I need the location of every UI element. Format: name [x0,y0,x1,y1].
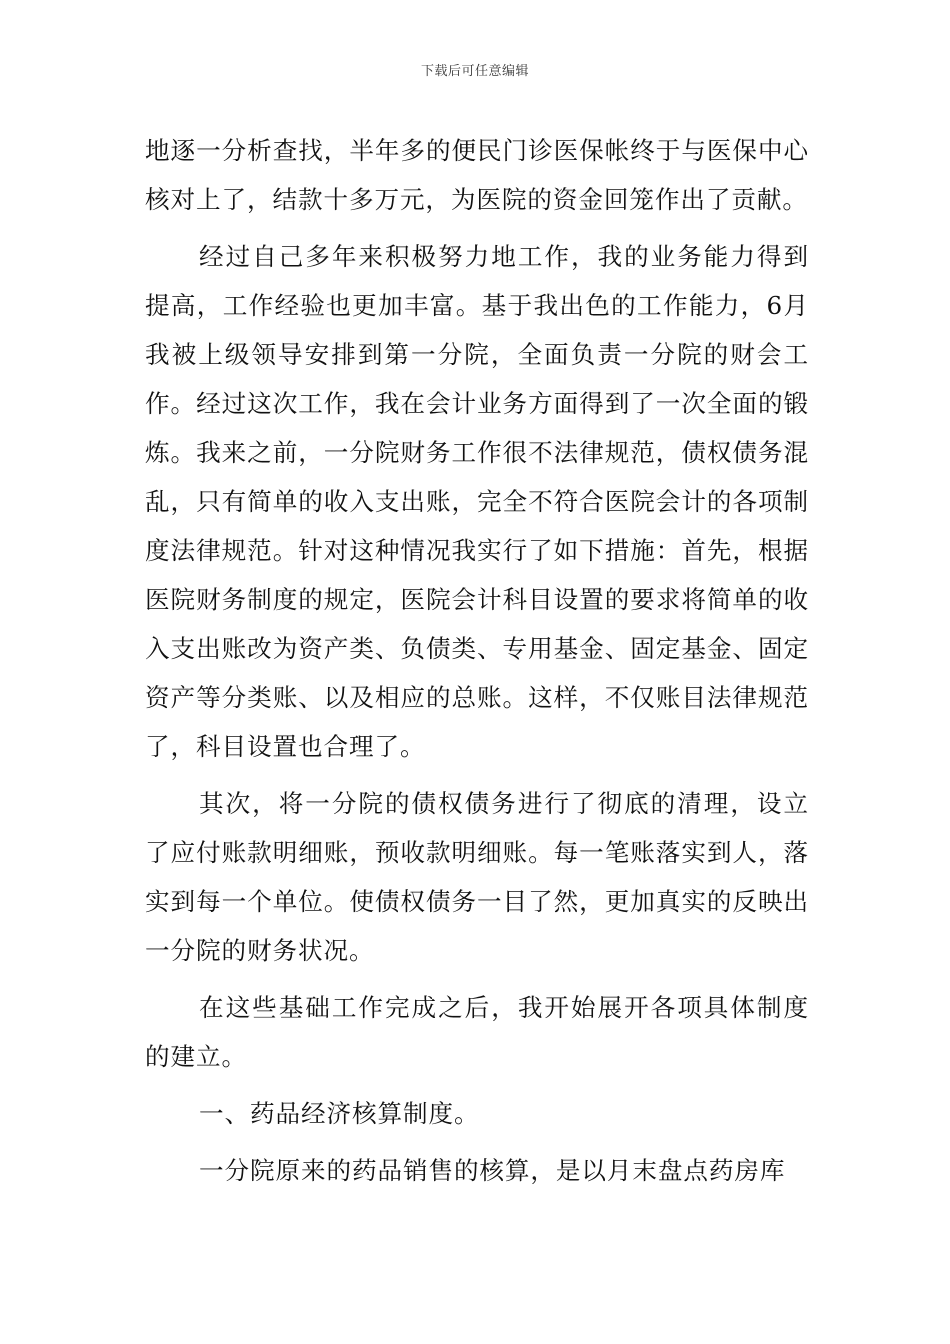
paragraph-system-building: 在这些基础工作完成之后，我开始展开各项具体制度的建立。 [145,993,809,1071]
paragraph-work-experience: 经过自己多年来积极努力地工作，我的业务能力得到提高，工作经验也更加丰富。基于我出色的工作能力，6月我被上级领导安排到第一分院，全面负责一分院的财会工作。经过这次工作，我在会计业务方面得到了一次全面的锻炼。我来之前，一分院财务工作很不法律规范，债权债务混乱，只有简单的收入支出账，完全不符合医院会计的各项制度法律规范。针对这种情况我实行了如下措施：首先，根据医院财务制度的规定，医院会计科目设置的要求将简单的收入支出账改为资产类、负债类、专用基金、固定基金、固定资产等分类账、以及相应的总账。这样，不仅账目法律规范了，科目设置也合理了。 [145,242,809,761]
paragraph-continuation: 地逐一分析查找，半年多的便民门诊医保帐终于与医保中心核对上了，结款十多万元，为医院的资金回笼作出了贡献。 [145,136,809,214]
section-heading-drug-accounting: 一、药品经济核算制度。 [199,1099,480,1128]
page-header: 下载后可任意编辑 [420,64,529,79]
document-body [145,126,809,1195]
paragraph-debt-cleanup: 其次，将一分院的债权债务进行了彻底的清理，设立了应付账款明细账，预收款明细账。每一笔账落实到人，落实到每一个单位。使债权债务一目了然，更加真实的反映出一分院的财务状况。 [145,789,809,965]
paragraph-drug-accounting: 一分院原来的药品销售的核算，是以月末盘点药房库 [199,1156,786,1185]
